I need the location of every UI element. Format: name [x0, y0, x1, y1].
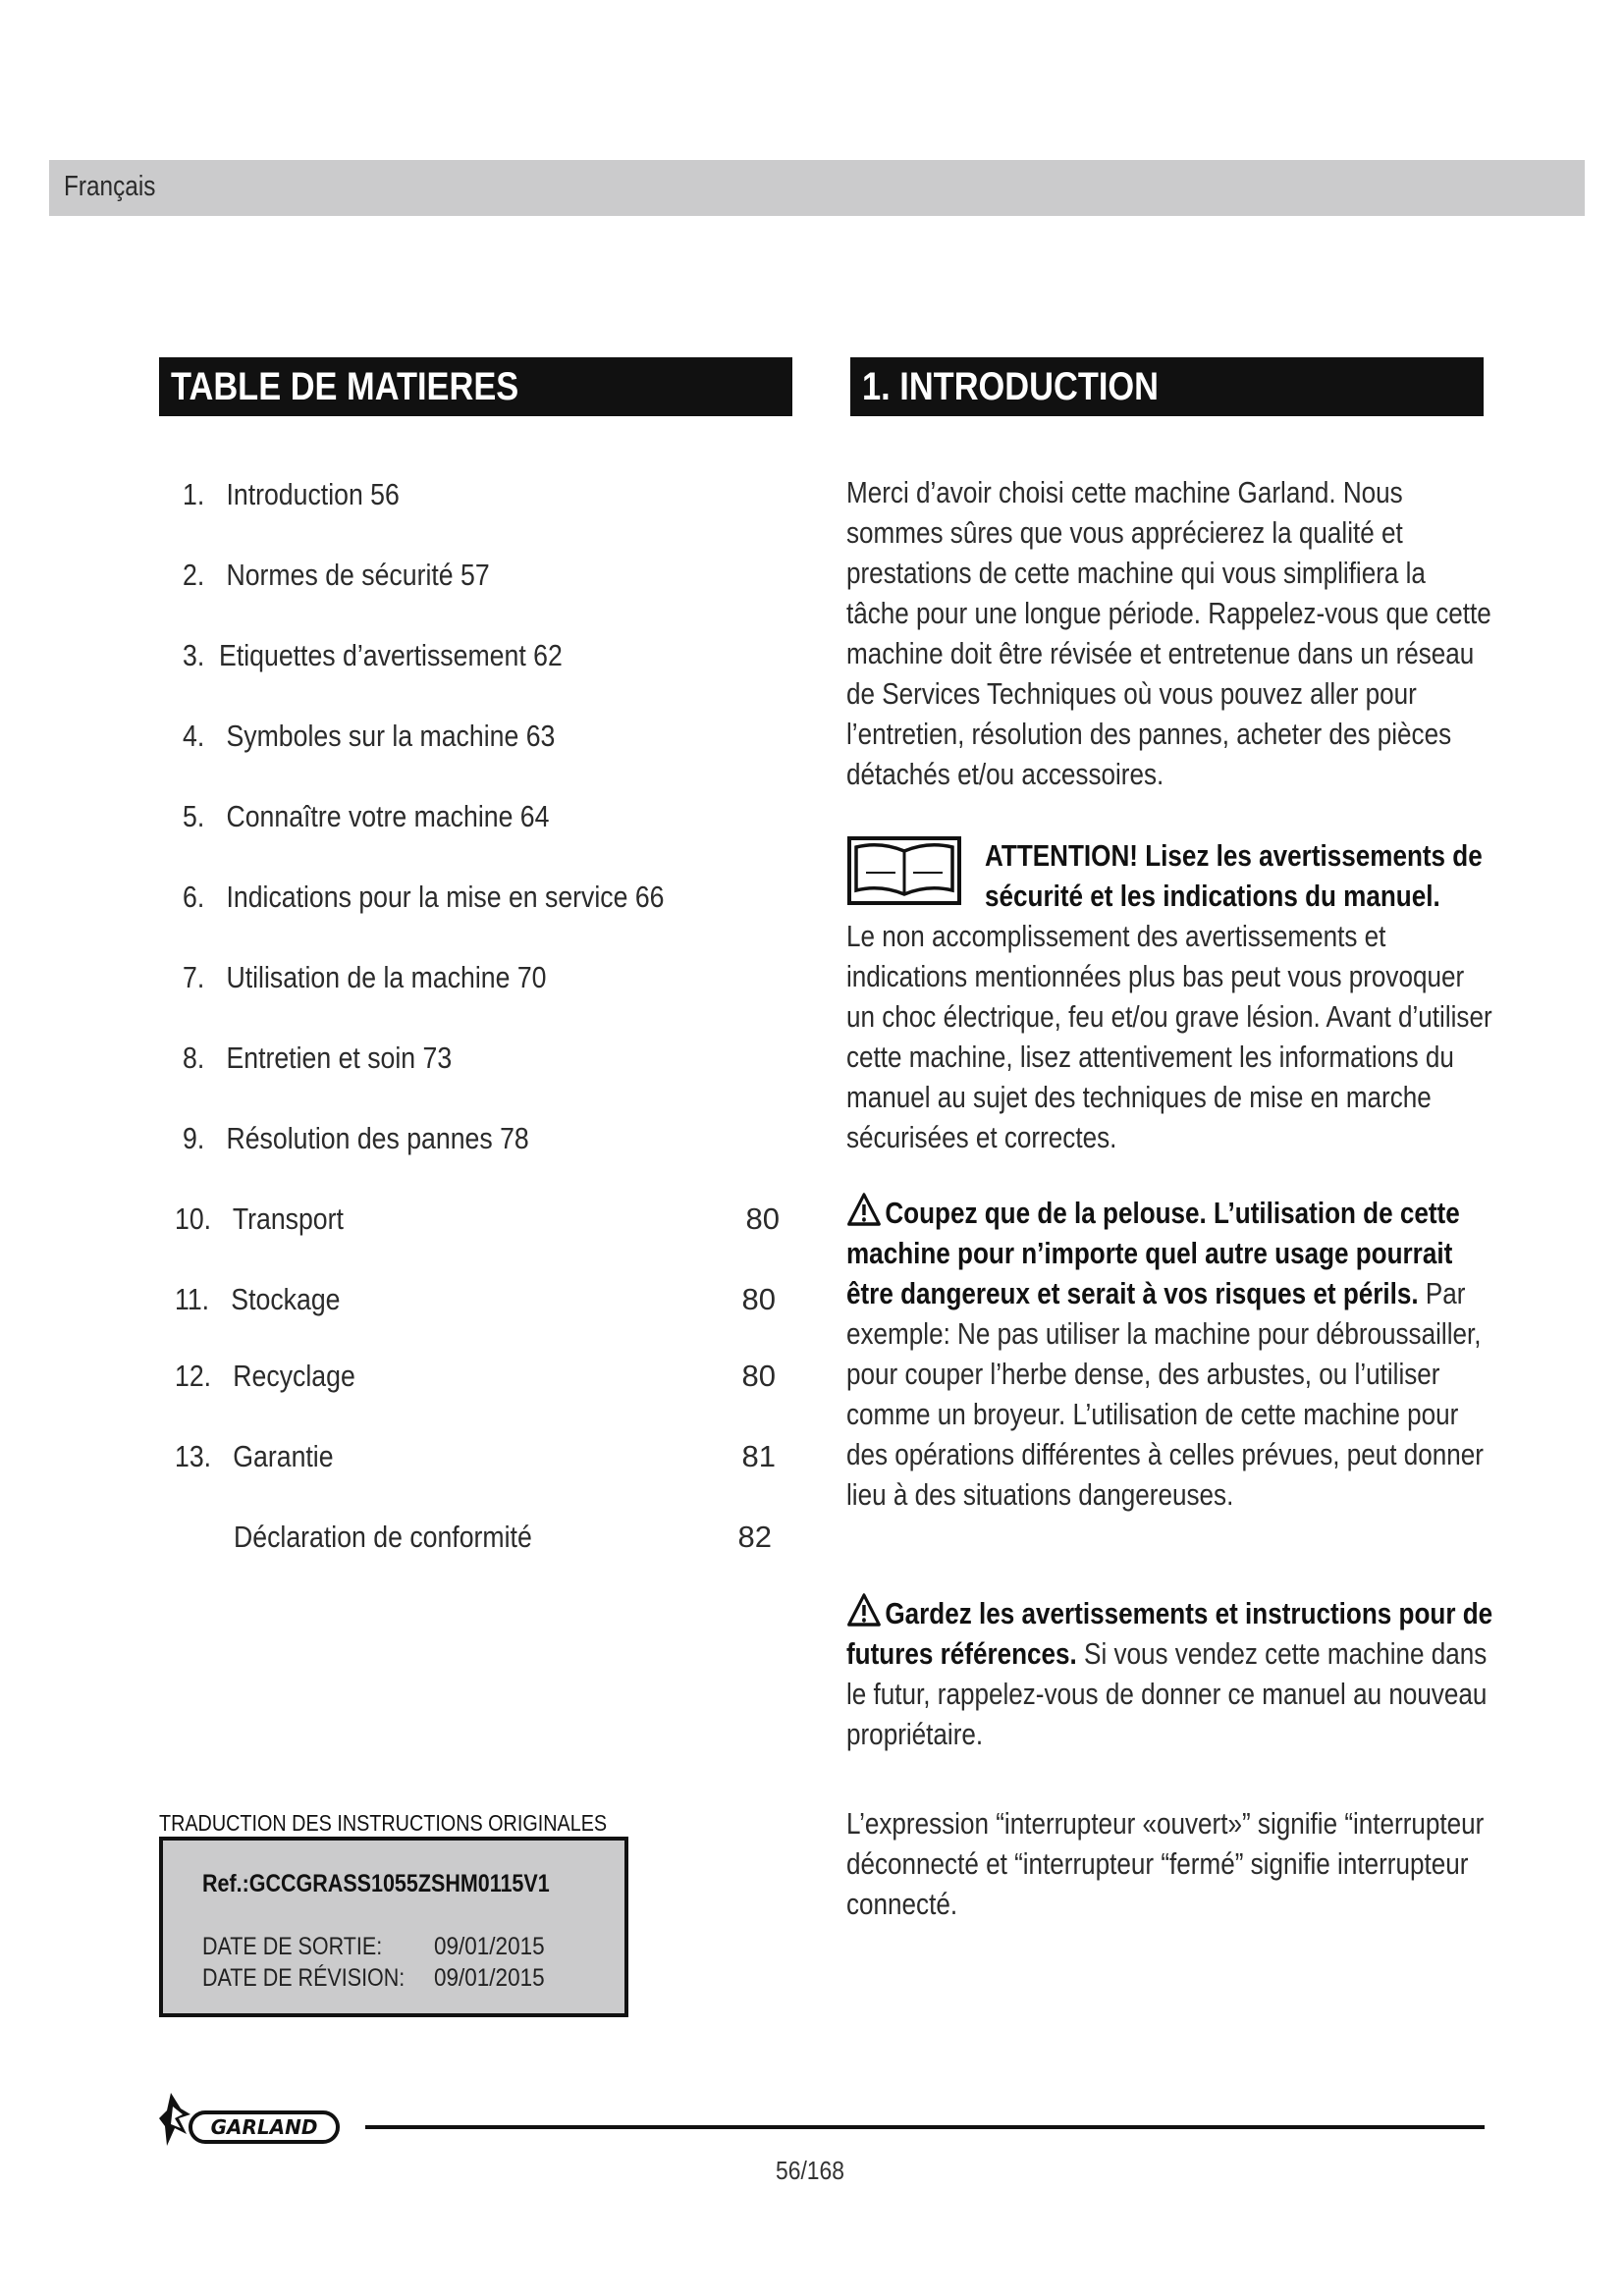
language-bar [49, 160, 1585, 216]
toc-item[interactable]: 9. Résolution des pannes 78 [183, 1121, 529, 1155]
toc-page-number: 82 [737, 1520, 772, 1554]
warning-triangle-icon [846, 1192, 882, 1227]
attention-heading: ATTENTION! Lisez les avertissements de sécurité et les indications du manuel. [985, 839, 1483, 913]
manual-book-icon [846, 835, 962, 906]
garland-logo [157, 2089, 344, 2159]
toc-page-number: 80 [741, 1282, 776, 1316]
footer-rule [365, 2125, 1485, 2129]
warning-usage-paragraph: Coupez que de la pelouse. L’utilisation de cette machine pour n’importe quel autre usage pourrait être dangereux et serait à vos risques et périls. Par exemple: Ne pas utiliser la machine pour débroussailler, pour couper l’herbe dense, des arbustes, ou l’utiliser comme un broyeur. L’utilisation de cette machine pour des opérations différentes à celles prévues, peut donner lieu à des situations dangereuses. [846, 1192, 1494, 1516]
garland-logo-mark [157, 2089, 344, 2154]
original-instructions-label: TRADUCTION DES INSTRUCTIONS ORIGINALES [159, 1810, 608, 1836]
toc-page-number: 81 [741, 1439, 776, 1473]
toc-item[interactable]: 10. Transport [175, 1201, 344, 1236]
intro-heading [850, 357, 1484, 416]
toc-heading [159, 357, 792, 416]
attention-paragraph: Le non accomplissement des avertissements et indications mentionnées plus bas peut vous provoquer un choc électrique, feu et/ou grave lésion. Avant d’utiliser cette machine, lisez attentivement les informations du manuel au sujet des techniques de mise en marche sécurisées et correctes. [846, 920, 1492, 1154]
toc-item[interactable]: 8. Entretien et soin 73 [183, 1041, 453, 1075]
toc-page-number: 80 [745, 1201, 780, 1236]
switch-definition-paragraph: L’expression “interrupteur «ouvert»” signifie “interrupteur déconnecté et “interrupteur “fermé” signifie interrupteur connecté. [846, 1807, 1485, 1921]
toc-item[interactable]: 5. Connaître votre machine 64 [183, 799, 550, 833]
toc-item[interactable]: 11. Stockage [175, 1282, 341, 1316]
toc-item[interactable]: 7. Utilisation de la machine 70 [183, 960, 547, 994]
warning-keep-paragraph: Gardez les avertissements et instructions pour de futures références. Si vous vendez cette machine dans le futur, rappelez-vous de donner ce manuel au nouveau propriétaire. [846, 1592, 1494, 1755]
toc-item[interactable]: Déclaration de conformité [234, 1520, 532, 1554]
intro-title: 1. INTRODUCTION [862, 365, 1160, 408]
language-label: Français [64, 171, 156, 202]
toc-item[interactable]: 2. Normes de sécurité 57 [183, 558, 490, 592]
toc-item[interactable]: 4. Symboles sur la machine 63 [183, 719, 556, 753]
toc-page-number: 80 [741, 1359, 776, 1393]
toc-item[interactable]: 1. Introduction 56 [183, 477, 400, 511]
warning-triangle-icon [846, 1592, 882, 1628]
brand-name: GARLAND [210, 2115, 318, 2139]
release-date-row: DATE DE SORTIE: 09/01/2015 [202, 1933, 545, 1960]
toc-title: TABLE DE MATIERES [171, 365, 519, 408]
toc-item[interactable]: 6. Indications pour la mise en service 66 [183, 880, 665, 914]
toc-item[interactable]: 13. Garantie [175, 1439, 334, 1473]
toc-item[interactable]: 3. Etiquettes d’avertissement 62 [183, 638, 563, 672]
toc-item[interactable]: 12. Recyclage [175, 1359, 355, 1393]
page-number: 56/168 [776, 2156, 844, 2185]
intro-paragraph: Merci d’avoir choisi cette machine Garland. Nous sommes sûres que vous apprécierez la qualité et prestations de cette machine qui vous simplifiera la tâche pour une longue période. Rappelez-vous que cette machine doit être révisée et entretenue dans un réseau de Services Techniques où vous pouvez aller pour l’entretien, résolution des pannes, acheter des pièces détachés et/ou accessoires. [846, 476, 1491, 791]
reference-box [159, 1837, 628, 2017]
reference-code: Ref.:GCCGRASS1055ZSHM0115V1 [202, 1870, 550, 1897]
revision-date-row: DATE DE RÉVISION: 09/01/2015 [202, 1964, 545, 1992]
